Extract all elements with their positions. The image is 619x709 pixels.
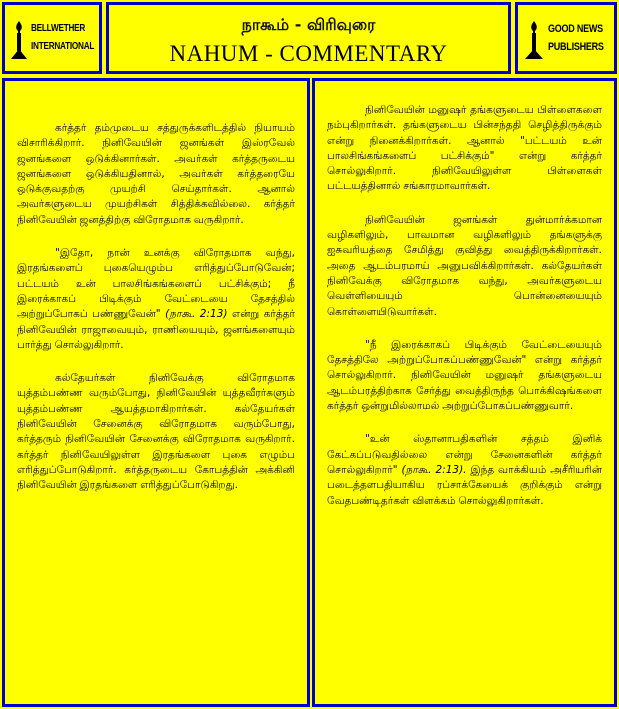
paragraph: "நீ இரைக்காகப் பிடிக்கும் வேட்டையையும் தேசத்திலே அற்றுப்போகப்பண்ணுவேன்" என்று கர்த்தர் சொல்லுகிறார். நினிவேயின் மனுஷர் தங்களுடைய ஆடம்பரத்திற்காக சேர்த்து வைத்திருந்த பொக்கிஷங்களை கர்த்தர் ஒன்றுமில்லாமல் அற்றுப்போகப்பண்ணுவார். — [327, 338, 602, 413]
title-english: NAHUM - COMMENTARY — [169, 41, 448, 66]
quote-paragraph — [17, 246, 295, 353]
title-box — [106, 2, 511, 74]
paragraph-text: என்று கர்த்தர் நினிவேயின் ராஜாவையும், ராணியையும், ஜனங்களையும் பார்த்து சொல்லுகிறார். — [17, 308, 296, 351]
scripture-reference: (நாகூ. 2:13). — [401, 463, 467, 476]
logo-line-1: BELLWETHER — [31, 23, 86, 34]
quote-text: "உன் ஸ்தானாபதிகளின் சத்தம் இனிக் கேட்கப்படுவதில்லை என்று சேனைகளின் கர்த்தர் சொல்லுகிறார்" — [327, 433, 602, 476]
paragraph-text: இந்த வாக்கியம் அசீரியரின் படைத்தளபதியாகிய ரப்சாக்கேயைக் குறிக்கும் என்று வேதபண்டிதர்கள் விளக்கம் சொல்லுகிறார்கள். — [327, 463, 602, 507]
logo-line-2: INTERNATIONAL — [31, 41, 95, 52]
scripture-reference: (நாகூ. 2:13) — [165, 308, 228, 321]
paragraph: நினிவேயின் மனுஷர் தங்களுடைய பிள்ளைகளை நம்புகிறார்கள். தங்களுடைய பின்சந்ததி செழித்திருக்கும் என்று நினைக்கிறார்கள். ஆனால் "பட்டயம் உன் பாலசிங்கங்களைப் பட்சிக்கும்" என்று கர்த்தர் சொல்லுகிறார். நினிவேயிலுள்ள பிள்ளைகள் பட்டயத்தினால் சங்காரமாவார்கள். — [327, 104, 602, 193]
right-logo-box — [515, 2, 617, 74]
paragraph: நினிவேயின் ஜனங்கள் துன்மார்க்கமான வழிகளிலும், பாவமான வழிகளிலும் தங்களுக்கு ஐசுவரியத்தை சேமித்து குவித்து வைத்திருக்கிறார்கள். அதை ஆடம்பரமாய் அனுபவிக்கிறார்கள். கல்தேயர்கள் நினிவேக்கு விரோதமாக வந்து, அவர்களுடைய வெள்ளியையும் பொன்னையையும் கொள்ளையிடுவார்கள். — [327, 213, 602, 318]
logo-line-1: GOOD NEWS — [548, 23, 603, 35]
logo-line-2: PUBLISHERS — [548, 41, 604, 53]
left-logo-box — [2, 2, 102, 74]
paragraph: கல்தேயர்கள் நினிவேக்கு விரோதமாக யுத்தம்பண்ண வரும்போது, நினிவேயின் யுத்தவீரர்களும் யுத்தம்பண்ண ஆயத்தமாகிறார்கள். கல்தேயர்கள் நினிவேயின் சேனைக்கு விரோதமாக வரும்போது, கர்த்தரும் நினிவேயின் சேனைக்கு விரோதமாக வருகிறார். கர்த்தர் நினிவேயிலுள்ள இரதங்களை புகை எழும்ப எரித்துப்போடுகிறார். கர்த்தருடைய கோபத்தின் அக்கினி நினிவேயின் இரதங்களை எரித்துப்போடுகிறது. — [17, 372, 295, 492]
header — [0, 0, 619, 76]
paragraph: கர்த்தர் தம்முடைய சத்துருக்களிடத்தில் நியாயம் விசாரிக்கிறார். நினிவேயின் ஜனங்கள் இஸ்ரவேல் ஜனங்களை ஒடுக்கினார்கள். அவர்கள் கர்த்தருடைய ஜனங்களை ஒடுக்கியதினால், அவர்கள் கர்த்தரையே ஒடுக்குவதற்கு முயற்சி செய்தார்கள். ஆனால் அவர்களுடைய முயற்சிகள் சித்திக்கவில்லை. கர்த்தர் நினிவேயின் ஜனத்திற்கு விரோதமாக வருகிறார். — [17, 122, 295, 226]
left-column — [2, 78, 310, 707]
lamp-icon — [522, 19, 546, 61]
good-news-logo — [522, 17, 610, 63]
quote-paragraph — [327, 432, 602, 508]
right-column — [312, 78, 617, 707]
bellwether-logo — [9, 17, 97, 63]
quote-text: "இதோ, நான் உனக்கு விரோதமாக வந்து, இரதங்களைப் புகையெழும்ப எரித்துப்போடுவேன்; பட்டயம் உன் பாலசிங்கங்களைப் பட்சிக்கும்; நீ இரைக்காகப் பிடிக்கும் வேட்டையை தேசத்தில் அற்றுப்போகப் பண்ணுவேன்" — [17, 247, 295, 321]
lamp-icon — [9, 19, 29, 61]
title-tamil: நாகூம் - விரிவுரை — [241, 15, 376, 34]
